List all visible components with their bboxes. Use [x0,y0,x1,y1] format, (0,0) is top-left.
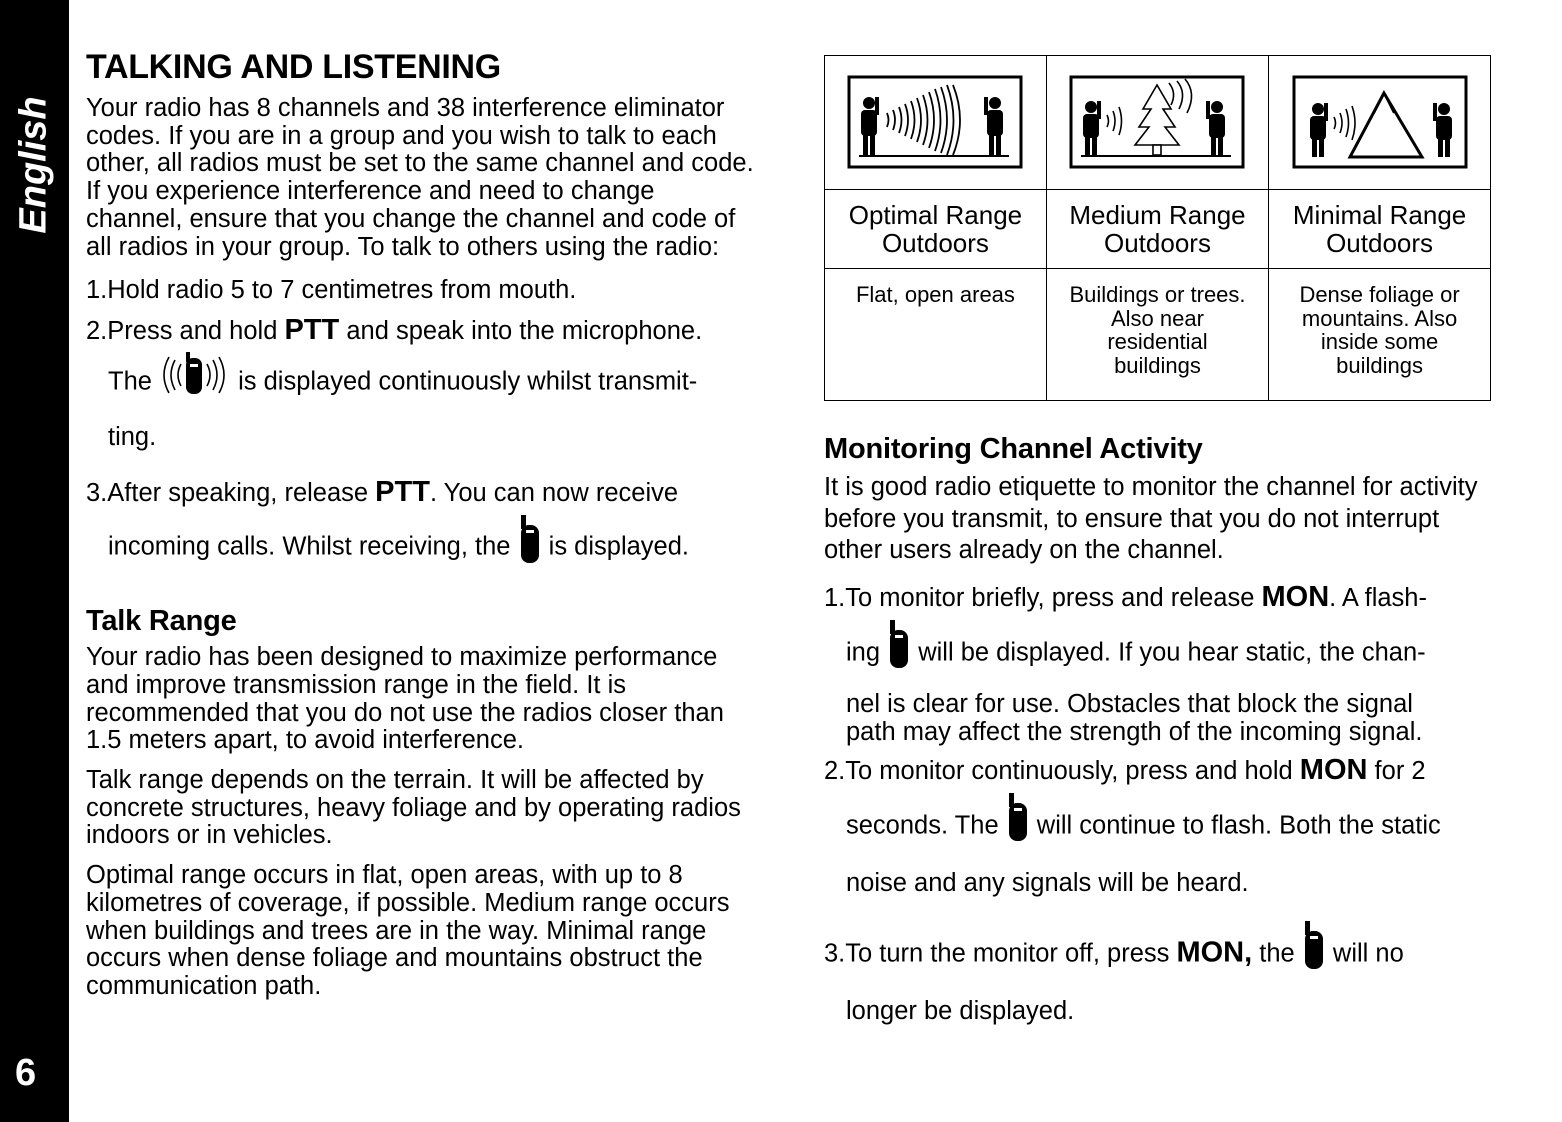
monitor-step-1-line2-text: ing [846,638,888,667]
monitoring-heading: Monitoring Channel Activity [824,433,1203,465]
step-2-line3: ting. [108,423,157,452]
medium-range-description [1046,269,1268,401]
transmit-icon [159,352,231,414]
step-1: 1.Hold radio 5 to 7 centimetres from mouth. [86,276,577,305]
minimal-desc-line: buildings [1336,352,1423,378]
medium-desc-line: Buildings or trees. [1069,282,1246,307]
optimal-range-title [825,190,1047,269]
monitor-step-3-text: 3.To turn the monitor off, press [824,939,1177,968]
minimal-desc-line: inside some [1320,329,1439,354]
medium-range-title [1046,190,1268,269]
monitor-step-1-line2-end: will be displayed. If you hear static, the chan- [911,638,1426,667]
page-title: TALKING AND LISTENING [86,48,501,86]
monitor-step-3-text-end: will no [1325,939,1404,968]
talk-range-paragraph-3: Optimal range occurs in flat, open areas, with up to 8 kilometres of coverage, if possible. Medium range occurs when buildings and trees are in the way. Minimal range occurs when dense foliage and mountains obstruct the communication path. [86,861,730,1000]
monitor-step-2-line3: noise and any signals will be heard. [846,868,1249,897]
monitor-step-1-line4: path may affect the strength of the incoming signal. [846,717,1423,746]
monitor-icon [1006,791,1030,863]
mon-key-label-3: MON, [1176,936,1253,969]
minimal-range-description [1269,269,1491,401]
monitor-step-1-text-end: . A flash- [1329,583,1427,612]
ptt-key-label-2: PTT [375,476,430,509]
step-3-continued [86,513,756,583]
step-3-line2-end: is displayed. [541,532,689,561]
step-2-line2-text: The [108,367,160,396]
step-2-line2-end: is displayed continuously whilst transmit- [231,367,698,396]
mon-key-label-2: MON [1299,753,1368,786]
minimal-desc-line: Dense foliage or [1299,282,1460,307]
medium-range-title-l2: Outdoors [1104,228,1211,258]
talk-range-paragraph-2: Talk range depends on the terrain. It will be affected by concrete structures, heavy foliage and by operating radios indoors or in vehicles. [86,766,741,850]
medium-range-title-l1: Medium Range [1069,200,1246,230]
monitor-icon [1302,919,1326,991]
optimal-range-title-l2: Outdoors [881,228,989,258]
mon-key-label: MON [1261,580,1330,613]
minimal-range-title-l2: Outdoors [1326,228,1434,258]
medium-desc-line: residential [1107,329,1208,354]
left-column [86,48,756,1001]
optimal-range-title-l1: Optimal Range [848,200,1023,230]
optimal-range-illustration [825,56,1047,190]
step-2-text: 2.Press and hold [86,317,285,346]
language-label: English [12,96,55,234]
monitor-step-2-line2 [824,791,1494,863]
receive-icon [518,513,542,583]
step-2 [86,315,756,346]
monitor-step-2 [824,750,1494,791]
talk-range-heading: Talk Range [86,605,237,638]
minimal-range-illustration [1269,56,1491,190]
medium-range-illustration [1046,56,1268,190]
monitor-step-2-text: 2.To monitor continuously, press and hold [824,756,1300,785]
monitor-step-3-line2: longer be displayed. [846,996,1075,1025]
monitor-icon [887,618,911,690]
monitoring-intro: It is good radio etiquette to monitor the channel for activity before you transmit, to ensure that you do not interrupt other users already on the channel. [824,473,1478,564]
page-number: 6 [15,1052,37,1094]
step-3-text-end: . You can now receive [429,479,679,508]
minimal-range-title [1269,190,1491,269]
right-column [824,55,1494,1031]
optimal-desc-line: Flat, open areas [855,282,1015,307]
step-3 [86,472,756,513]
ptt-key-label: PTT [284,314,340,347]
talk-range-paragraph-1: Your radio has been designed to maximize performance and improve transmission range in the field. It is recommended that you do not use the radios closer than 1.5 meters apart, to avoid interference. [86,643,724,755]
minimal-range-title-l1: Minimal Range [1292,200,1467,230]
monitor-step-1-text: 1.To monitor briefly, press and release [824,583,1262,612]
step-3-text: 3.After speaking, release [86,479,376,508]
intro-paragraph: Your radio has 8 channels and 38 interference eliminator codes. If you are in a group and you wish to talk to each other, all radios must be set to the same channel and code. If you experience interference and need to change channel, ensure that you change the channel and code of all radios in your group. To talk to others using the radio: [86,94,754,261]
minimal-desc-line: mountains. Also [1301,305,1458,331]
step-3-line2-text: incoming calls. Whilst receiving, the [108,532,518,561]
step-2-text-end: and speak into the microphone. [339,317,703,346]
monitor-step-1 [824,577,1494,618]
step-2-continued [86,352,756,414]
monitor-step-3-mid: the [1252,939,1302,968]
monitor-step-2-line2-end: will continue to flash. Both the static [1029,811,1441,840]
monitor-step-1-line3: nel is clear for use. Obstacles that block the signal [846,689,1413,718]
medium-desc-line: buildings [1114,352,1201,378]
monitor-step-2-line2-text: seconds. The [846,811,1006,840]
sidebar [0,0,69,1122]
range-table [824,55,1491,401]
monitor-step-2-text-end: for 2 [1367,756,1426,785]
monitor-step-1-line2 [824,618,1494,690]
optimal-range-description [825,269,1047,401]
medium-desc-line: Also near [1111,305,1204,331]
monitor-step-3 [824,919,1494,991]
